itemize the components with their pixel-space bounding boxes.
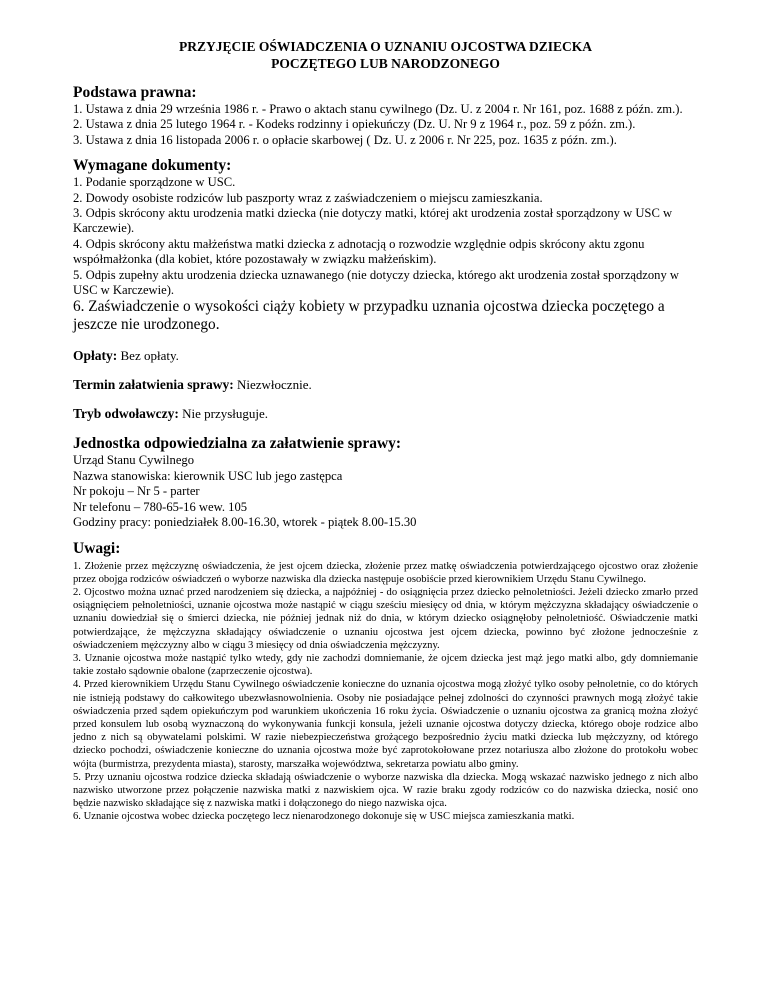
fees-label: Opłaty: [73,348,118,364]
document-item: 2. Dowody osobiste rodziców lub paszporty wraz z zaświadczeniem o miejscu zamieszkania. [73,190,543,205]
deadline-row [73,377,698,393]
document-page [73,38,698,824]
documents-heading: Wymagane dokumenty: [73,157,232,175]
notes-section [73,540,698,824]
note-item: 3. Uznanie ojcostwa może nastąpić tylko wtedy, gdy nie zachodzi domniemanie, że ojcem dziecka jest mąż jego matki albo, gdy domniemanie takie zostało sądownie obalone (zaprzeczenie ojcostwa). [73,652,698,678]
unit-line: Godziny pracy: poniedziałek 8.00-16.30, wtorek - piątek 8.00-15.30 [73,515,417,530]
appeal-value: Nie przysługuje. [182,406,269,422]
unit-heading: Jednostka odpowiedzialna za załatwienie sprawy: [73,435,402,453]
fees-row [73,348,698,364]
document-item: 6. Zaświadczenie o wysokości ciąży kobiety w przypadku uznania ojcostwa dziecka poczętego a jeszcze nie urodzonego. [73,298,665,334]
legal-basis-item: 2. Ustawa z dnia 25 lutego 1964 r. - Kodeks rodzinny i opiekuńczy (Dz. U. Nr 9 z 1964 r., poz. 59 z późn. zm.). [73,117,636,132]
legal-basis-heading: Podstawa prawna: [73,84,197,101]
note-item: 2. Ojcostwo można uznać przed narodzeniem się dziecka, a najpóźniej - do osiągnięcia przez dziecko pełnoletniości. Jeżeli dziecko zmarło przed osiągnięciem pełnoletniości, uznanie ojcostwa może nastąpić w ciągu sześciu miesięcy od dnia, w którym mężczyzna składający oświadczenie o uznaniu dowiedział się o śmierci dziecka, nie później jednak niż do dnia, w którym dziecko osiągnęłoby pełnoletniość. Oświadczenie matki potwierdzające, że mężczyzna składający oświadczenie o uznaniu ojcostwa jest ojcem dziecka, powinno być złożone jednocześnie z oświadczeniem mężczyzny albo w ciągu 3 miesięcy od dnia oświadczenia mężczyzny. [73,586,698,651]
title-line-2: POCZĘTEGO LUB NARODZONEGO [271,56,500,71]
unit-line: Nazwa stanowiska: kierownik USC lub jego zastępca [73,468,343,483]
document-item: 4. Odpis skrócony aktu małżeństwa matki dziecka z adnotacją o rozwodzie względnie odpis skrócony aktu zgonu współmałżonka (dla kobiet, które pozostawały w związku małżeńskim). [73,236,645,267]
document-title [73,38,698,72]
legal-basis-item: 1. Ustawa z dnia 29 września 1986 r. - Prawo o aktach stanu cywilnego (Dz. U. z 2004 r. Nr 161, poz. 1688 z późn. zm.). [73,102,683,116]
legal-basis-item: 3. Ustawa z dnia 16 listopada 2006 r. o opłacie skarbowej ( Dz. U. z 2006 r. Nr 225, poz. 1635 z późn. zm.). [73,132,617,147]
note-item: 4. Przed kierownikiem Urzędu Stanu Cywilnego oświadczenie konieczne do uznania ojcostwa mogą złożyć tylko osoby pełnoletnie, co do których nie istnieją podstawy do całkowitego ubezwłasnowolnienia. Osoby nie posiadające pełnej zdolności do czynności prawnych mogą złożyć takie oświadczenia przed sądem opiekuńczym pod warunkiem ukończenia 16 roku życia. Oświadczenie o uznaniu ojcostwa za granicą można złożyć przed konsulem lub osobą wyznaczoną do wykonywania funkcji konsula, jeżeli uznanie ojcostwa dotyczy dziecka, którego oboje rodzice albo jedno z nich są obywatelami polskimi. W razie niebezpieczeństwa grożącego bezpośrednio życiu matki dziecka lub mężczyzny, od którego dziecko pochodzi, oświadczenie konieczne do uznania ojcostwa może być zaprotokołowane przez notariusza albo złożone do protokołu wobec wójta (burmistrza, prezydenta miasta), starosty, marszałka województwa, sekretarza powiatu albo gminy. [73,679,698,770]
legal-basis-section [73,84,698,148]
document-item: 3. Odpis skrócony aktu urodzenia matki dziecka (nie dotyczy matki, której akt urodzenia został sporządzony w USC w Karczewie). [73,206,673,236]
documents-section [73,157,698,334]
appeal-row [73,406,698,422]
appeal-label: Tryb odwoławczy: [73,406,179,422]
deadline-label: Termin załatwienia sprawy: [73,377,234,393]
document-item: 1. Podanie sporządzone w USC. [73,175,236,190]
notes-heading: Uwagi: [73,539,121,557]
unit-line: Urząd Stanu Cywilnego [73,453,195,468]
unit-line: Nr telefonu – 780-65-16 wew. 105 [73,499,248,514]
deadline-value: Niezwłocznie. [237,377,312,393]
note-item: 1. Złożenie przez mężczyznę oświadczenia, że jest ojcem dziecka, złożenie przez matkę oświadczenia potwierdzającego ojcostwo oraz złożenie przez obojga rodziców oświadczeń o wyborze nazwiska dla dziecka następuje osobiście przed kierownikiem Urzędu Stanu Cywilnego. [73,560,698,585]
note-item: 6. Uznanie ojcostwa wobec dziecka poczętego lecz nienarodzonego dokonuje się w USC miejsca zamieszkania matki. [73,811,575,823]
title-line-1: PRZYJĘCIE OŚWIADCZENIA O UZNANIU OJCOSTWA DZIECKA [179,39,592,54]
fees-value: Bez opłaty. [120,348,179,364]
unit-line: Nr pokoju – Nr 5 - parter [73,484,200,499]
unit-section [73,435,698,530]
note-item: 5. Przy uznaniu ojcostwa rodzice dziecka składają oświadczenie o wyborze nazwiska dla dziecka. Mogą wskazać nazwisko jednego z nich albo nazwisko utworzone przez połączenie nazwiska matki z nazwiskiem ojca. W razie braku zgody rodziców co do nazwiska dziecka, nosić ono będzie nazwisko składające się z nazwiska matki i dołączonego do niego nazwiska ojca. [73,771,698,810]
document-item: 5. Odpis zupełny aktu urodzenia dziecka uznawanego (nie dotyczy dziecka, którego akt urodzenia został sporządzony w USC w Karczewie). [73,267,680,298]
